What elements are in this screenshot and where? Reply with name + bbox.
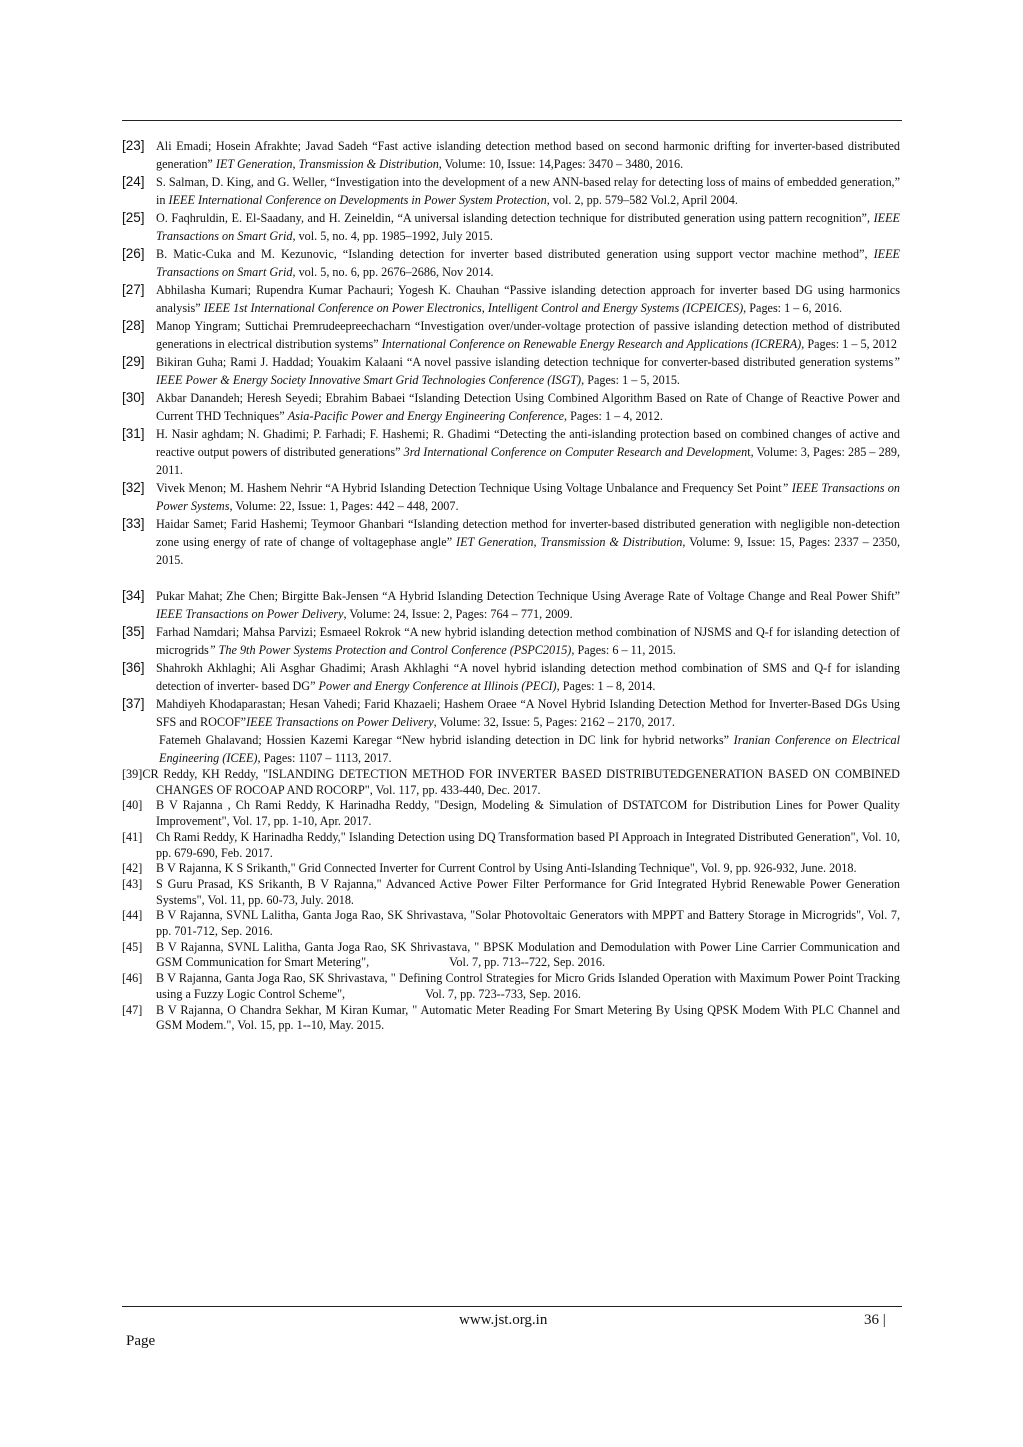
reference-number: [33] (122, 516, 145, 531)
reference-item: [31] H. Nasir aghdam; N. Ghadimi; P. Farhadi; F. Hashemi; R. Ghadimi “Detecting the anti-islanding protection based on combined changes of active and reactive output powers of distributed generations” 3rd International Conference on Computer Research and Development, Volume: 3, Pages: 285 – 289, 2011. (122, 426, 900, 477)
reference-item: [40] B V Rajanna , Ch Rami Reddy, K Harinadha Reddy, "Design, Modeling & Simulation of DSTATCOM for Distribution Lines for Power Quality Improvement", Vol. 17, pp. 1-10, Apr. 2017. (122, 798, 900, 829)
reference-number: [27] (122, 282, 145, 297)
reference-item: [47] B V Rajanna, O Chandra Sekhar, M Kiran Kumar, " Automatic Meter Reading For Smart Metering By Using QPSK Modem With PLC Channel and GSM Modem.", Vol. 15, pp. 1--10, May. 2015. (122, 1002, 900, 1033)
reference-list (122, 137, 900, 1034)
page-number: 36 | (864, 1312, 886, 1328)
reference-item: [30] Akbar Danandeh; Heresh Seyedi; Ebrahim Babaei “Islanding Detection Using Combined Algorithm Based on Rate of Change of Reactive Power and Current THD Techniques” Asia-Pacific Power and Energy Engineering Conference, Pages: 1 – 4, 2012. (122, 390, 900, 423)
reference-number: [36] (122, 660, 145, 675)
footer-rule (122, 1306, 902, 1307)
reference-number: [23] (122, 138, 145, 153)
reference-number: [41] (122, 829, 143, 844)
reference-item: Fatemeh Ghalavand; Hossien Kazemi Karegar “New hybrid islanding detection in DC link for hybrid networks” Iranian Conference on Electrical Engineering (ICEE), Pages: 1107 – 1113, 2017. (159, 733, 900, 765)
reference-number: [45] (122, 939, 143, 954)
reference-number: [42] (122, 861, 143, 876)
reference-item: [28] Manop Yingram; Suttichai Premrudeepreechacharn “Investigation over/under-voltage protection of passive islanding detection method of distributed generations in electrical distribution systems” International Conference on Renewable Energy Research and Applications (ICRERA), Pages: 1 – 5, 2012 (122, 318, 900, 351)
reference-number: [24] (122, 174, 145, 189)
reference-item: [42] B V Rajanna, K S Srikanth," Grid Connected Inverter for Current Control by Using Anti-Islanding Technique", Vol. 9, pp. 926-932, June. 2018. (122, 861, 857, 876)
reference-item: [32] Vivek Menon; M. Hashem Nehrir “A Hybrid Islanding Detection Technique Using Voltage Unbalance and Frequency Set Point” IEEE Transactions on Power Systems, Volume: 22, Issue: 1, Pages: 442 – 448, 2007. (122, 480, 900, 513)
reference-item: [24] S. Salman, D. King, and G. Weller, “Investigation into the development of a new ANN-based relay for detecting loss of mains of embedded generation,” in IEEE International Conference on Developments in Power System Protection, vol. 2, pp. 579–582 Vol.2, April 2004. (122, 174, 900, 207)
reference-item: [27] Abhilasha Kumari; Rupendra Kumar Pachauri; Yogesh K. Chauhan “Passive islanding detection approach for inverter based DG using harmonics analysis” IEEE 1st International Conference on Power Electronics, Intelligent Control and Energy Systems (ICPEICES), Pages: 1 – 6, 2016. (122, 282, 900, 315)
reference-number: [43] (122, 876, 143, 891)
reference-number: [47] (122, 1002, 143, 1017)
reference-item: [39]CR Reddy, KH Reddy, "ISLANDING DETECTION METHOD FOR INVERTER BASED DISTRIBUTEDGENERATION BASED ON COMBINED CHANGES OF ROCOAP AND ROCORP", Vol. 117, pp. 433-440, Dec. 2017. (122, 767, 900, 797)
reference-number: [32] (122, 480, 145, 495)
reference-item: [45] B V Rajanna, SVNL Lalitha, Ganta Joga Rao, SK Shrivastava, " BPSK Modulation and Demodulation with Power Line Carrier Communication and GSM Communication for Smart Metering", Vol. 7, pp. 713--722, Sep. 2016. (122, 939, 900, 970)
footer-url: www.jst.org.in (459, 1312, 548, 1328)
page-label: Page (126, 1333, 156, 1349)
reference-number: [30] (122, 390, 145, 405)
reference-number: [46] (122, 971, 143, 986)
reference-number: [35] (122, 624, 145, 639)
reference-item: [44] B V Rajanna, SVNL Lalitha, Ganta Joga Rao, SK Shrivastava, "Solar Photovoltaic Generators with MPPT and Battery Storage in Microgrids", Vol. 7, pp. 701-712, Sep. 2016. (122, 908, 900, 939)
reference-item: [34] Pukar Mahat; Zhe Chen; Birgitte Bak-Jensen “A Hybrid Islanding Detection Technique Using Average Rate of Voltage Change and Real Power Shift” IEEE Transactions on Power Delivery, Volume: 24, Issue: 2, Pages: 764 – 771, 2009. (122, 588, 900, 621)
reference-item: [46] B V Rajanna, Ganta Joga Rao, SK Shrivastava, " Defining Control Strategies for Micro Grids Islanded Operation with Maximum Power Point Tracking using a Fuzzy Logic Control Scheme", Vol. 7, pp. 723--733, Sep. 2016. (122, 971, 900, 1001)
reference-number: [37] (122, 696, 145, 711)
reference-item: [23] Ali Emadi; Hosein Afrakhte; Javad Sadeh “Fast active islanding detection method based on second harmonic drifting for inverter-based distributed generation” IET Generation, Transmission & Distribution, Volume: 10, Issue: 14,Pages: 3470 – 3480, 2016. (122, 138, 900, 171)
reference-number: [28] (122, 318, 145, 333)
reference-number: [39] (122, 767, 143, 781)
reference-number: [34] (122, 588, 145, 603)
reference-number: [31] (122, 426, 145, 441)
reference-number: [44] (122, 908, 143, 923)
reference-number: [40] (122, 798, 143, 813)
reference-item: [33] Haidar Samet; Farid Hashemi; Teymoor Ghanbari “Islanding detection method for inverter-based distributed generation with negligible non-detection zone using energy of rate of change of voltagephase angle” IET Generation, Transmission & Distribution, Volume: 9, Issue: 15, Pages: 2337 – 2350, 2015. (122, 516, 900, 567)
reference-number: [29] (122, 354, 145, 369)
reference-item: [25] O. Faqhruldin, E. El-Saadany, and H. Zeineldin, “A universal islanding detection technique for distributed generation using pattern recognition”, IEEE Transactions on Smart Grid, vol. 5, no. 4, pp. 1985–1992, July 2015. (122, 210, 900, 243)
reference-item: [37] Mahdiyeh Khodaparastan; Hesan Vahedi; Farid Khazaeli; Hashem Oraee “A Novel Hybrid Islanding Detection Method for Inverter-Based DGs Using SFS and ROCOF”IEEE Transactions on Power Delivery, Volume: 32, Issue: 5, Pages: 2162 – 2170, 2017. (122, 696, 900, 729)
reference-number: [26] (122, 246, 145, 261)
reference-number: [25] (122, 210, 145, 225)
reference-item: [29] Bikiran Guha; Rami J. Haddad; Youakim Kalaani “A novel passive islanding detection technique for converter-based distributed generation systems” IEEE Power & Energy Society Innovative Smart Grid Technologies Conference (ISGT), Pages: 1 – 5, 2015. (122, 354, 900, 387)
reference-item: [36] Shahrokh Akhlaghi; Ali Asghar Ghadimi; Arash Akhlaghi “A novel hybrid islanding detection method combination of SMS and Q-f for islanding detection of inverter- based DG” Power and Energy Conference at Illinois (PECI), Pages: 1 – 8, 2014. (122, 660, 900, 693)
reference-item: [41] Ch Rami Reddy, K Harinadha Reddy," Islanding Detection using DQ Transformation based PI Approach in Integrated Distributed Generation", Vol. 10, pp. 679-690, Feb. 2017. (122, 829, 900, 860)
reference-item: [26] B. Matic-Cuka and M. Kezunovic, “Islanding detection for inverter based distributed generation using support vector machine method”, IEEE Transactions on Smart Grid, vol. 5, no. 6, pp. 2676–2686, Nov 2014. (122, 246, 900, 279)
reference-item: [35] Farhad Namdari; Mahsa Parvizi; Esmaeel Rokrok “A new hybrid islanding detection method combination of NJSMS and Q-f for islanding detection of microgrids” The 9th Power Systems Protection and Control Conference (PSPC2015), Pages: 6 – 11, 2015. (122, 624, 900, 657)
header-rule (122, 120, 902, 121)
reference-item: [43] S Guru Prasad, KS Srikanth, B V Rajanna," Advanced Active Power Filter Performance for Grid Integrated Hybrid Renewable Power Generation Systems", Vol. 11, pp. 60-73, July. 2018. (122, 876, 900, 907)
